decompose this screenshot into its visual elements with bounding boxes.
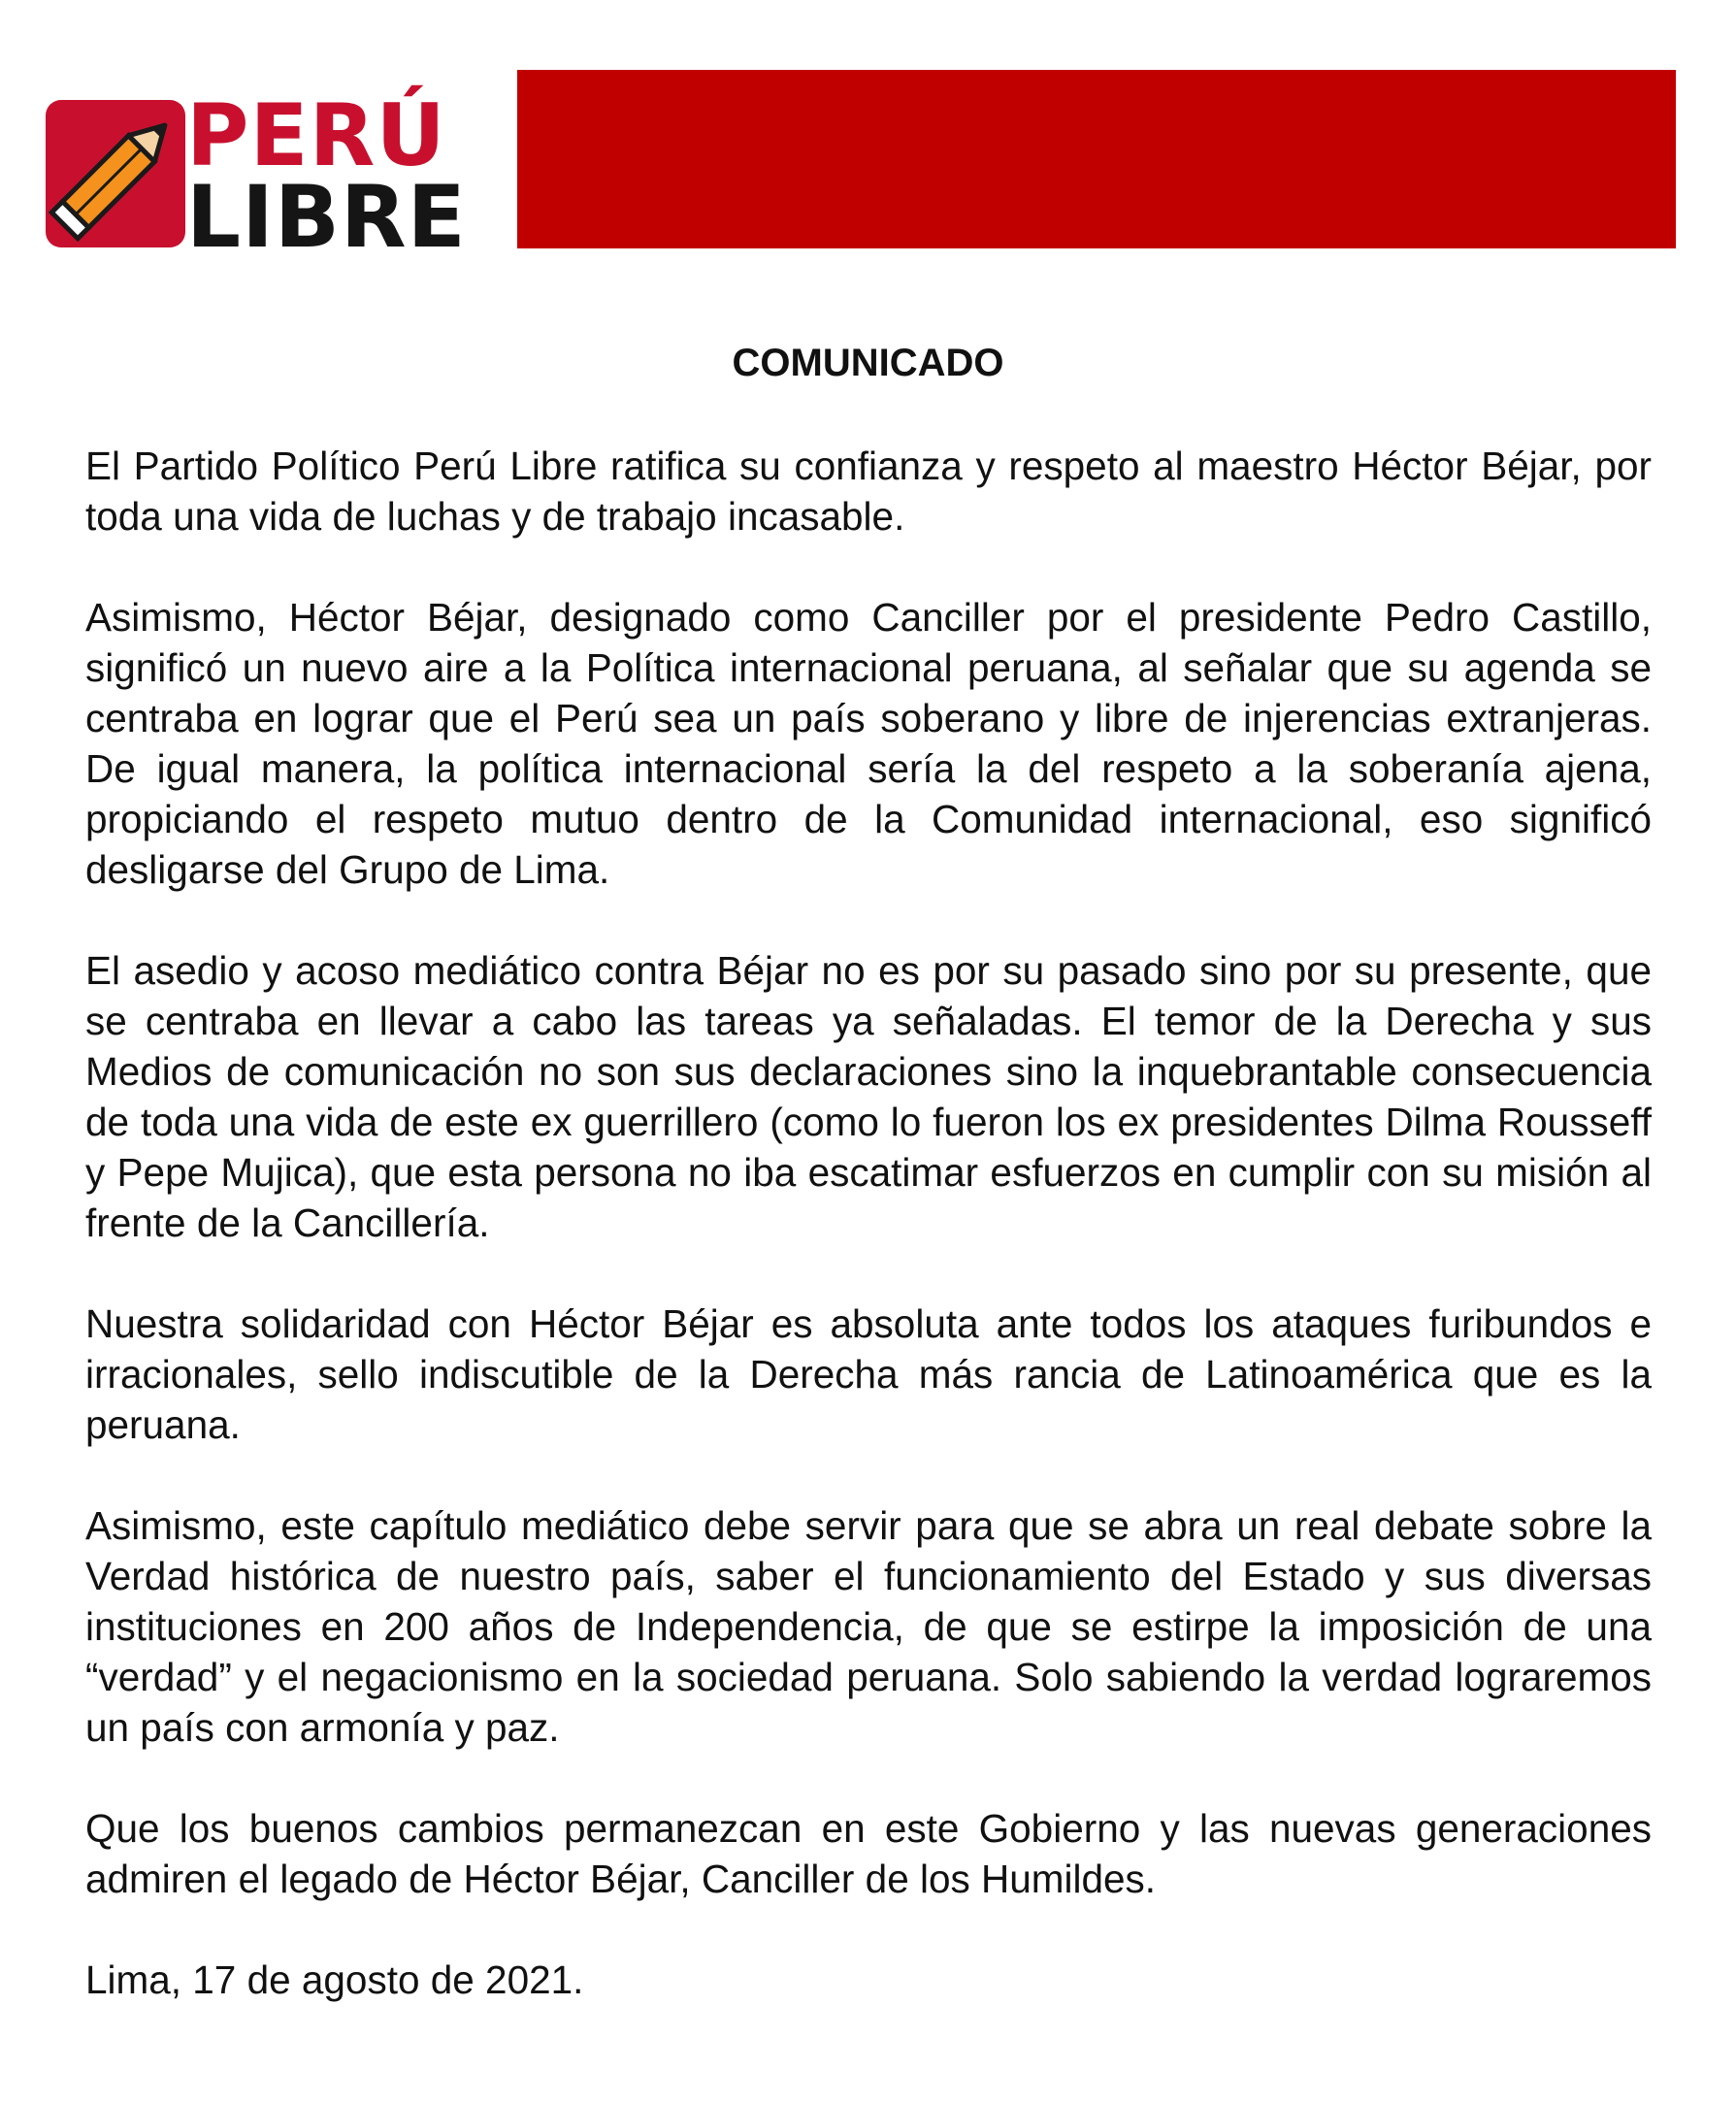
document-header <box>0 0 1736 272</box>
paragraph: El asedio y acoso mediático contra Béjar no es por su pasado sino por su presente, que se centraba en llevar a cabo las tareas ya señaladas. El temor de la Derecha y sus Medios de comunicación no son sus declaraciones sino la inquebrantable consecuencia de toda una vida de este ex guerrillero (como lo fueron los ex presidentes Dilma Rousseff y Pepe Mujica), que esta persona no iba escatimar esfuerzos en cumplir con su misión al frente de la Cancillería. <box>85 948 1652 1245</box>
document-body <box>85 441 1652 2005</box>
pencil-icon <box>43 97 188 250</box>
paragraph: Nuestra solidaridad con Héctor Béjar es absoluta ante todos los ataques furibundos e irracionales, sello indiscutible de la Derecha más rancia de Latinoamérica que es la peruana. <box>85 1301 1652 1447</box>
logo-wordmark <box>186 85 487 267</box>
peru-libre-logo <box>43 85 479 267</box>
document-title: COMUNICADO <box>732 342 1004 384</box>
paragraph: El Partido Político Perú Libre ratifica su confianza y respeto al maestro Héctor Béjar, por toda una vida de luchas y de trabajo incasable. <box>85 444 1652 539</box>
paragraph: Asimismo, este capítulo mediático debe servir para que se abra un real debate sobre la Verdad histórica de nuestro país, saber el funcionamiento del Estado y sus diversas instituciones en 200 años de Independencia, de que se estirpe la imposición de una “verdad” y el negacionismo en la sociedad peruana. Solo sabiendo la verdad lograremos un país con armonía y paz. <box>85 1503 1652 1750</box>
paragraph: Que los buenos cambios permanezcan en este Gobierno y las nuevas generaciones admiren el legado de Héctor Béjar, Canciller de los Humildes. <box>85 1806 1652 1901</box>
paragraph: Asimismo, Héctor Béjar, designado como Canciller por el presidente Pedro Castillo, significó un nuevo aire a la Política internacional peruana, al señalar que su agenda se centraba en lograr que el Perú sea un país soberano y libre de injerencias extranjeras. De igual manera, la política internacional sería la del respeto a la soberanía ajena, propiciando el respeto mutuo dentro de la Comunidad internacional, eso significó desligarse del Grupo de Lima. <box>85 595 1652 892</box>
logo-line-libre: LIBRE <box>186 167 467 267</box>
logo-line-peru: PERÚ <box>186 85 446 185</box>
document-date: Lima, 17 de agosto de 2021. <box>85 1957 584 2002</box>
red-banner <box>517 70 1676 248</box>
